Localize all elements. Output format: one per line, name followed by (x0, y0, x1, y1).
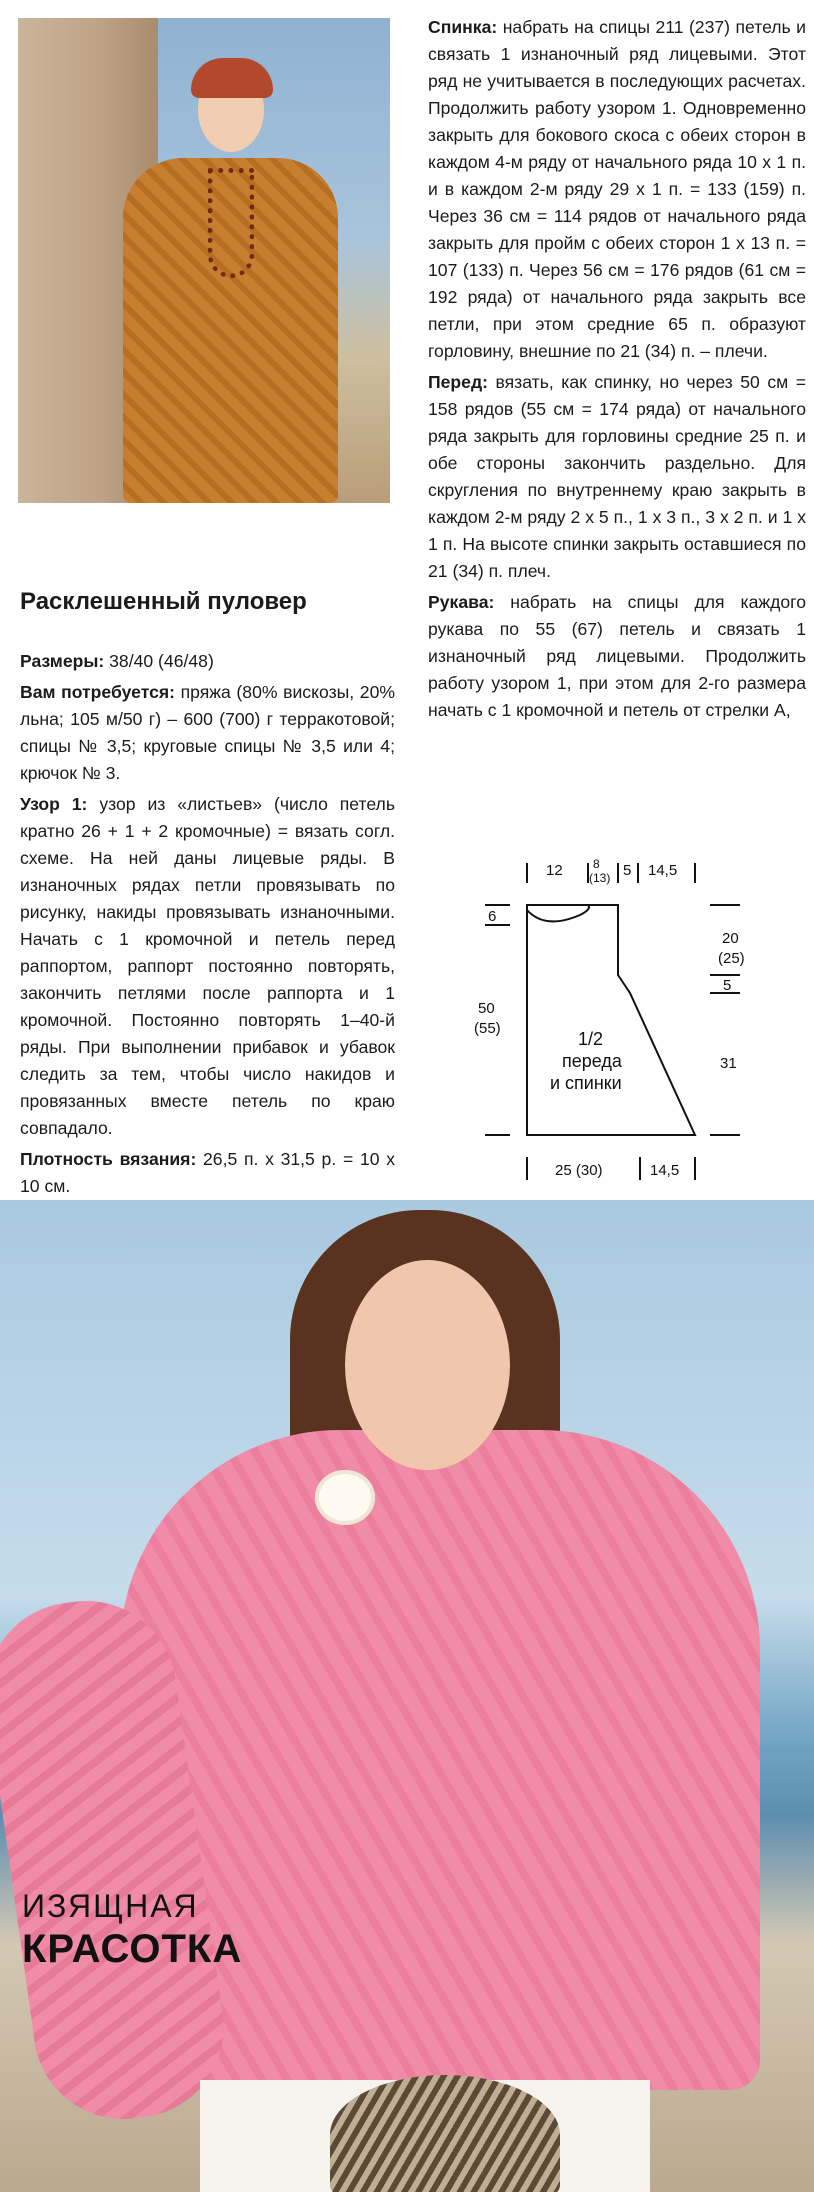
dim-right-25: (25) (718, 950, 745, 967)
necklace-icon (208, 168, 254, 278)
paragraph-materials: Вам потребуется: пряжа (80% вискозы, 20% льна; 105 м/50 г) – 600 (700) г терракотовой; спицы № 3,5; круговые спицы № 3,5 или 4; крючок № 3. (20, 682, 396, 783)
bag-icon (330, 2075, 560, 2192)
flower-icon (315, 1470, 375, 1525)
label-back: и спинки (550, 1073, 622, 1093)
dim-bottom-25: 25 (30) (555, 1162, 603, 1179)
photo-pink-sweater (0, 1200, 814, 2192)
caption-line-2: КРАСОТКА (22, 1927, 243, 1971)
paragraph-sizes: Размеры: 38/40 (46/48) (20, 651, 214, 671)
dim-left-6: 6 (488, 908, 497, 925)
label-half: 1/2 (578, 1029, 604, 1049)
paragraph-front: Перед: вязать, как спинку, но через 50 см = 158 рядов (55 см = 174 ряда) от начального ряда закрыть для горловины средние 25 п. и обе стороны закончить раздельно. Для скругления по внутреннему краю закрыть в каждом 2-м ряду 2 х 5 п., 1 х 3 п., 3 х 2 п. и 1 х 1 п. На высоте спинки закрыть оставшиеся по 21 (34) п. плеч. (428, 372, 806, 581)
label-front: переда (562, 1051, 622, 1071)
dim-left-55: (55) (474, 1020, 501, 1037)
dim-top-8: 8 (593, 857, 600, 871)
left-column-text (20, 648, 395, 1204)
dim-right-20: 20 (722, 930, 739, 947)
dim-top-13: (13) (589, 871, 611, 885)
right-column-text (428, 14, 806, 728)
paragraph-sleeves: Рукава: набрать на спицы для каждого рукава по 55 (67) петель и связать 1 изнаночный ряд лицевыми. Продолжить работу узором 1, при этом для 2-го размера начать с 1 кромочной и петель от стрелки А, (428, 592, 806, 720)
paragraph-back: Спинка: набрать на спицы 211 (237) петель и связать 1 изнаночный ряд лицевыми. Этот ряд не учитывается в последующих расчетах. Продолжить работу узором 1. Одновременно закрыть для бокового скоса с обеих сторон в каждом 4-м ряду от начального ряда 10 х 1 п. и в каждом 2-м ряду 29 х 1 п. = 133 (159) п. Через 36 см = 114 рядов от начального ряда закрыть для пройм с обеих сторон 1 х 13 п. = 107 (133) п. Через 56 см = 176 рядов (61 см = 192 ряда) от начального ряда закрыть все петли, при этом средние 65 п. образуют горловину, внешние по 21 (34) п. – плечи. (428, 17, 806, 361)
dim-bottom-145: 14,5 (650, 1162, 680, 1179)
dim-right-5: 5 (723, 977, 732, 994)
photo-terracotta-sweater (18, 18, 390, 503)
dim-top-5: 5 (623, 862, 632, 879)
model-figure (93, 58, 363, 503)
dim-top-145: 14,5 (648, 862, 678, 879)
dim-left-50: 50 (478, 1000, 495, 1017)
schematic-svg (470, 845, 810, 1195)
dim-top-12: 12 (546, 862, 563, 879)
dim-right-31: 31 (720, 1055, 737, 1072)
pattern-schematic (470, 845, 810, 1195)
model-figure-2 (0, 1200, 814, 2192)
caption-line-1: ИЗЯЩНАЯ (22, 1888, 199, 1924)
paragraph-pattern: Узор 1: узор из «листьев» (число петель кратно 26 + 1 + 2 кромочные) = вязать согл. схеме. На ней даны лицевые ряды. В изнаночных рядах петли провязывать по рисунку, накиды провязывать изнаночными. Начать с 1 кромочной и петель перед раппортом, раппорт постоянно повторять, закончить петлями после раппорта и 1 кромочной. Постоянно повторять 1–40-й ряды. При выполнении прибавок и убавок следить за тем, чтобы число накидов и провязанных вместе петель по краю совпадало. (20, 794, 395, 1138)
garment-outline (527, 905, 695, 1135)
photo-caption (22, 1888, 242, 1972)
page-title: Расклешенный пуловер (20, 588, 307, 615)
neckline-curve (527, 905, 589, 921)
paragraph-gauge: Плотность вязания: 26,5 п. х 31,5 р. = 10 х 10 см. (20, 1149, 395, 1196)
